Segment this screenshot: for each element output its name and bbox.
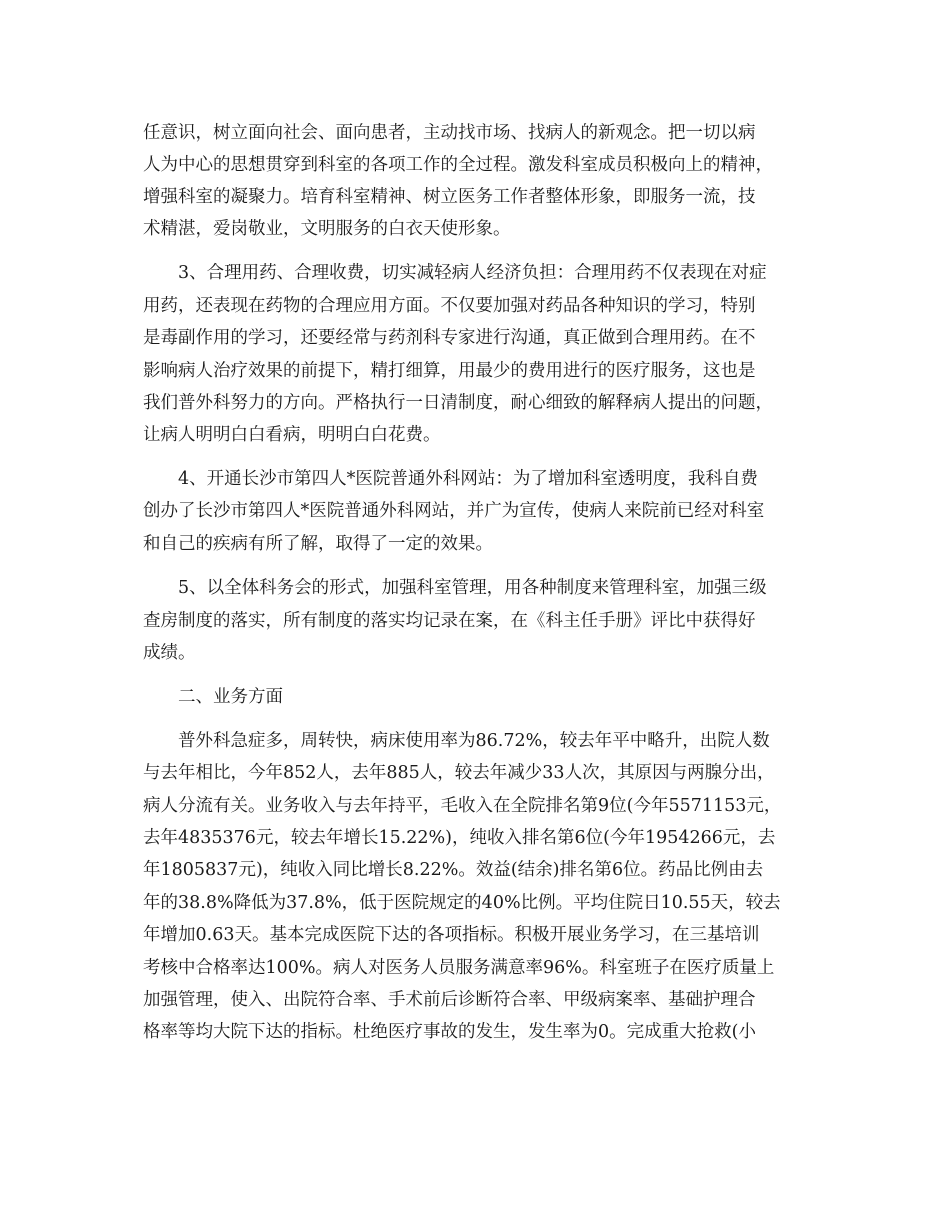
text-line: 病人分流有关。业务收入与去年持平，毛收入在全院排名第9位(今年5571153元， bbox=[143, 796, 782, 816]
text-line: 与去年相比，今年852人，去年885人，较去年减少33人次，其原因与两腺分出， bbox=[143, 763, 775, 783]
text-line: 普外科急症多，周转快，病床使用率为86.72%，较去年平中略升，出院人数 bbox=[178, 731, 770, 751]
text-line: 人为中心的思想贯穿到科室的各项工作的全过程。激发科室成员积极向上的精神， bbox=[143, 155, 773, 175]
text-line: 影响病人治疗效果的前提下，精打细算，用最少的费用进行的医疗服务，这也是 bbox=[143, 361, 756, 381]
text-line: 是毒副作用的学习，还要经常与药剂科专家进行沟通，真正做到合理用药。在不 bbox=[143, 328, 756, 348]
text-line: 和自己的疾病有所了解，取得了一定的效果。 bbox=[143, 534, 493, 554]
text-line: 考核中合格率达100%。病人对医务人员服务满意率96%。科室班子在医疗质量上 bbox=[143, 958, 775, 978]
text-line: 术精湛，爱岗敬业，文明服务的白衣天使形象。 bbox=[143, 219, 511, 239]
text-line: 加强管理，使入、出院符合率、手术前后诊断符合率、甲级病案率、基础护理合 bbox=[143, 990, 756, 1010]
text-line: 格率等均大院下达的指标。杜绝医疗事故的发生，发生率为0。完成重大抢救(小 bbox=[143, 1022, 756, 1042]
text-line: 任意识，树立面向社会、面向患者，主动找市场、找病人的新观念。把一切以病 bbox=[143, 123, 756, 143]
text-line: 我们普外科努力的方向。严格执行一日清制度，耐心细致的解释病人提出的问题， bbox=[143, 393, 773, 413]
text-line: 3、合理用药、合理收费，切实减轻病人经济负担：合理用药不仅表现在对症 bbox=[178, 263, 767, 283]
section-heading: 二、业务方面 bbox=[178, 687, 283, 707]
text-line: 4、开通长沙市第四人*医院普通外科网站：为了增加科室透明度，我科自费 bbox=[178, 469, 758, 489]
text-line: 去年4835376元，较去年增长15.22%)，纯收入排名第6位(今年1954266元，去 bbox=[143, 828, 776, 848]
text-line: 让病人明明白白看病，明明白白花费。 bbox=[143, 425, 441, 445]
text-line: 5、以全体科务会的形式，加强科室管理，用各种制度来管理科室，加强三级 bbox=[178, 578, 767, 598]
text-line: 成绩。 bbox=[143, 643, 196, 663]
text-line: 增强科室的凝聚力。培育科室精神、树立医务工作者整体形象，即服务一流，技 bbox=[143, 187, 756, 207]
text-line: 年的38.8%降低为37.8%，低于医院规定的40%比例。平均住院日10.55天，较去 bbox=[143, 893, 781, 913]
text-line: 年1805837元)，纯收入同比增长8.22%。效益(结余)排名第6位。药品比例由去 bbox=[143, 860, 764, 880]
text-line: 创办了长沙市第四人*医院普通外科网站，并广为宣传，使病人来院前已经对科室 bbox=[143, 501, 765, 521]
text-line: 用药，还表现在药物的合理应用方面。不仅要加强对药品各种知识的学习，特别 bbox=[143, 296, 756, 316]
text-line: 年增加0.63天。基本完成医院下达的各项指标。积极开展业务学习，在三基培训 bbox=[143, 925, 760, 945]
text-line: 查房制度的落实，所有制度的落实均记录在案，在《科主任手册》评比中获得好 bbox=[143, 611, 756, 631]
